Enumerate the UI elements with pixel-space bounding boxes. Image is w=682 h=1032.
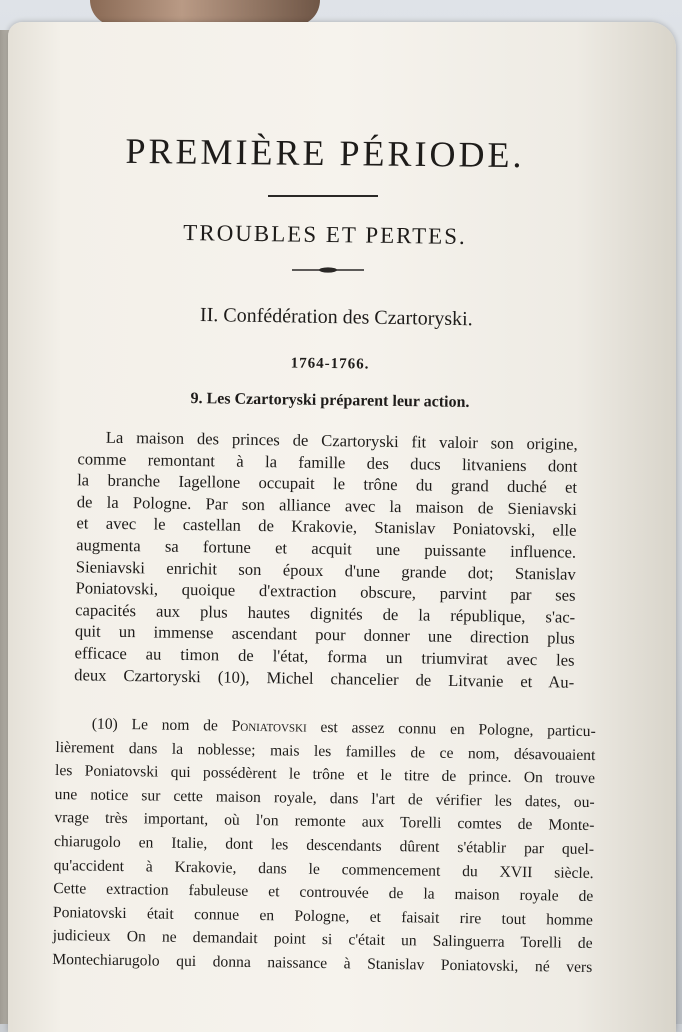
footnote-line: les Poniatovski qui possédèrent le trône et le titre de prince. On trouve [54, 762, 596, 788]
section-title: II. Confédération des Czartoryski. [199, 303, 473, 331]
title-rule [268, 195, 378, 197]
page-title: PREMIÈRE PÉRIODE. [125, 130, 525, 176]
body-line: quit un immense ascendant pour donner une direction plus [74, 621, 575, 649]
footnote-name: Poniatovski [231, 717, 307, 736]
footnote-line: une notice sur cette maison royale, dans l'art de vérifier les dates, ou- [54, 785, 595, 811]
body-line: efficace au timon de l'état, forma un triumvirat avec les [74, 643, 575, 670]
body-line: La maison des princes de Czartoryski fit valoir son origine, [105, 427, 578, 454]
body-line: Sieniavski enrichit son époux d'une grande dot; Stanislav [75, 556, 576, 584]
body-line: capacités aux plus hautes dignités de la république, s'ac- [75, 600, 576, 627]
footnote-line: chiarugolo en Italie, dont les descendants dûrent s'établir par quel- [53, 832, 595, 858]
footnote-marker: (10) [91, 715, 118, 733]
footnote-line: lièrement dans la noblesse; mais les familles de ce nom, désavouaient [55, 738, 596, 764]
footnote [52, 712, 596, 980]
section-years: 1764-1766. [290, 355, 370, 373]
footnote-text: est assez connu en Pologne, particu- [320, 718, 596, 741]
body-paragraph [74, 426, 578, 693]
footnote-line: Montechiarugolo qui donna naissance à Stanislav Poniatovski, né vers [52, 950, 593, 976]
body-line: augmenta sa fortune et acquit une puissante influence. [76, 535, 577, 562]
footnote-text: Le nom de [131, 716, 219, 735]
body-line: deux Czartoryski (10), Michel chancelier de Litvanie et Au- [74, 664, 575, 692]
page-subtitle: TROUBLES ET PERTES. [183, 220, 467, 249]
ornament-divider [292, 266, 364, 274]
body-line: et avec le castellan de Krakovie, Stanislav Poniatovski, elle [76, 513, 577, 541]
footnote-line: judicieux On ne demandait point si c'était un Salinguerra Torelli de [52, 927, 593, 953]
body-line: la branche Iagellone occupait le trône du grand duché et [77, 470, 578, 497]
footnote-line: vrage très important, où l'on remonte aux Torelli comtes de Monte- [54, 809, 595, 835]
body-line: Poniatovski, quoique d'extraction obscure, parvint par ses [75, 578, 576, 605]
paragraph-heading: 9. Les Czartoryski préparent leur action. [190, 390, 470, 411]
footnote-line: qu'accident à Krakovie, dans le commencement du XVII siècle. [53, 856, 594, 882]
footnote-line: Poniatovski était connue en Pologne, et faisait rire tout homme [52, 903, 594, 929]
body-line: comme remontant à la famille des ducs litvaniens dont [77, 448, 578, 476]
body-line: de la Pologne. Par son alliance avec la maison de Sieniavski [76, 492, 577, 519]
footnote-line: Cette extraction fabuleuse et controuvée de la maison royale de [53, 880, 594, 906]
